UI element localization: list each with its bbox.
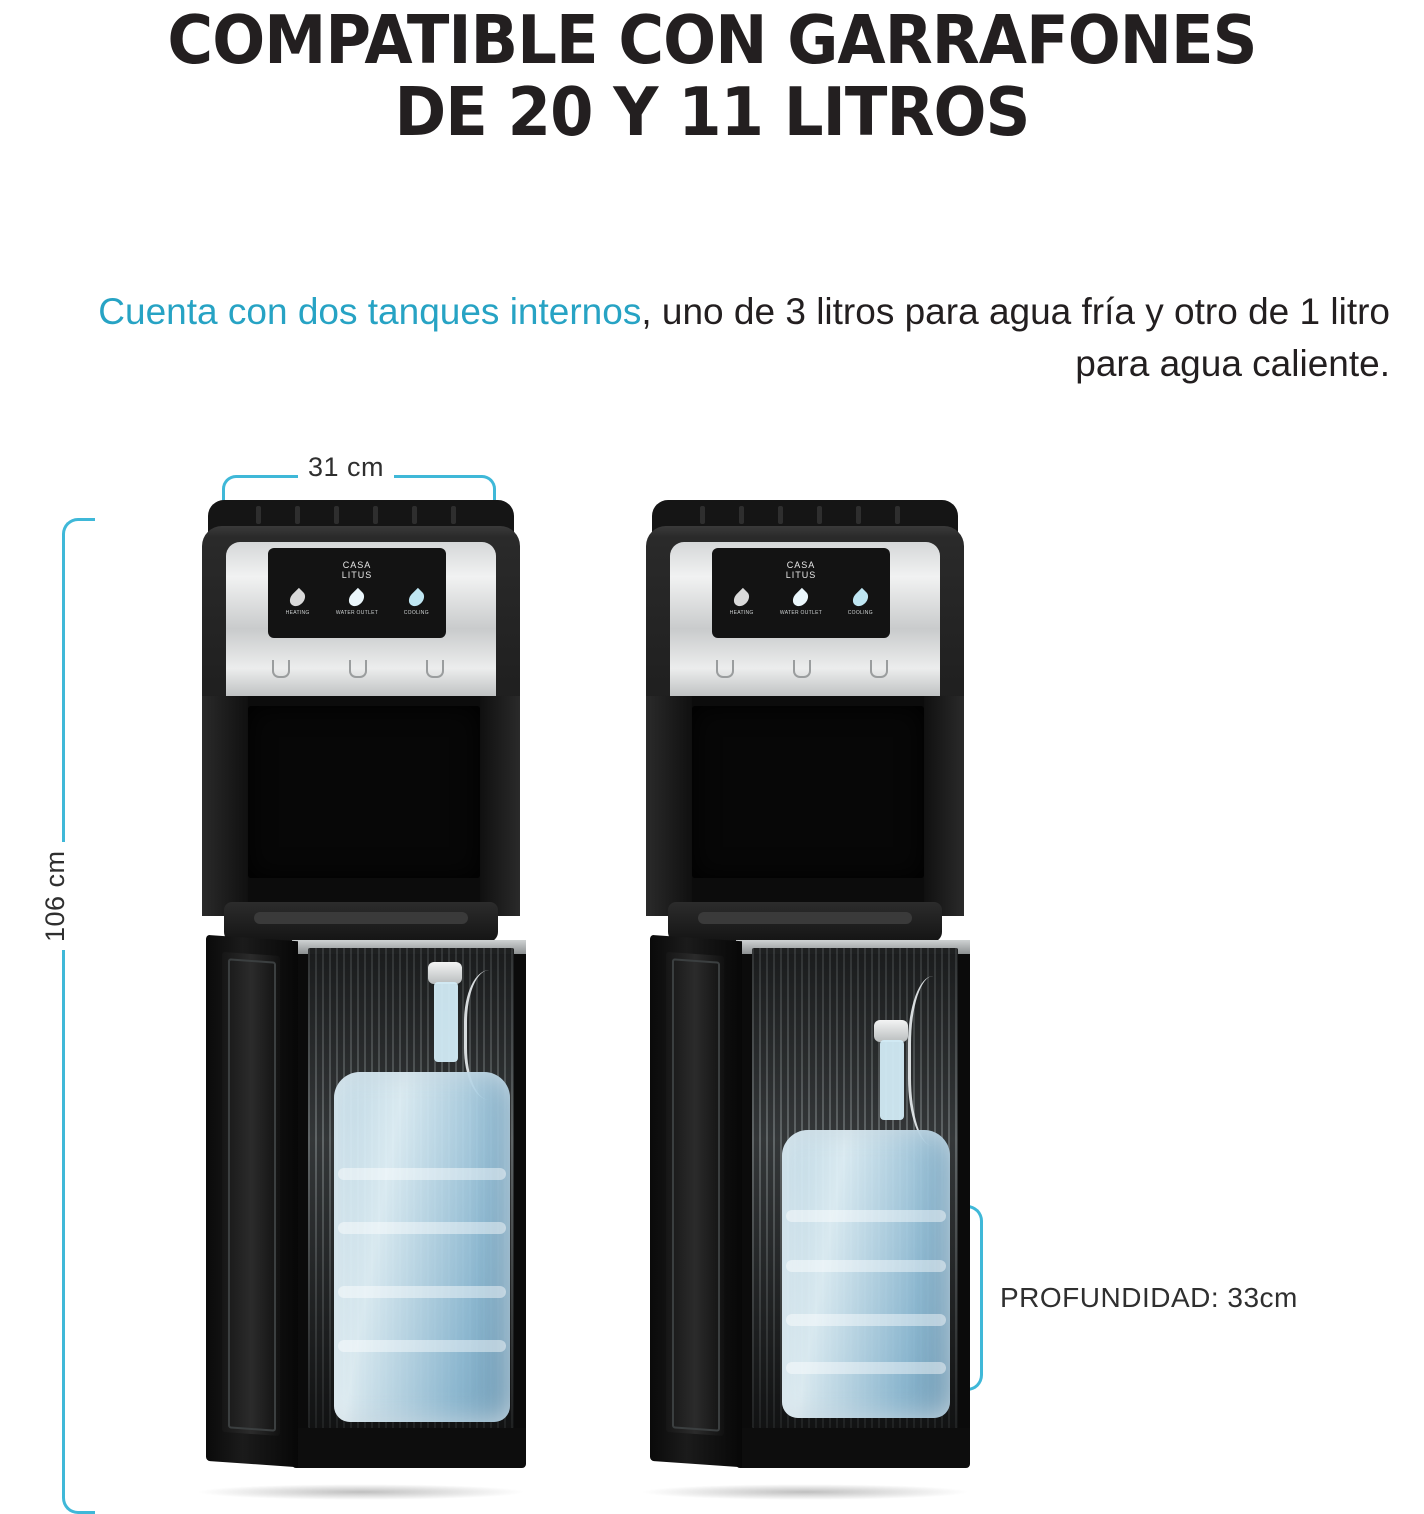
lower-cabinet: [196, 940, 526, 1500]
control-panel: [268, 548, 446, 638]
cavity-side-left: [202, 696, 248, 916]
button-heating[interactable]: [717, 590, 767, 616]
dispenser-silver-face: [226, 542, 496, 700]
water-dispenser-left: [196, 500, 526, 1500]
button-cooling-label: COOLING: [847, 610, 873, 616]
cavity-back-wall: [248, 706, 480, 878]
dispenser-head: [646, 526, 964, 716]
depth-dimension-label: PROFUNDIDAD: 33cm: [1000, 1282, 1298, 1313]
brand-logo: [712, 560, 890, 580]
water-drop-icon: [850, 588, 871, 609]
brand-logo: [268, 560, 446, 580]
tap-lever[interactable]: [793, 660, 811, 678]
button-water-outlet[interactable]: [776, 590, 826, 616]
button-water-outlet-label: WATER OUTLET: [335, 610, 379, 616]
water-bottle-20l: [334, 1072, 510, 1422]
cabinet-door-open[interactable]: [206, 935, 298, 1467]
cavity-side-left: [646, 696, 692, 916]
control-button-row: [268, 590, 446, 616]
cabinet-door-open[interactable]: [650, 935, 742, 1467]
cavity-side-right: [924, 696, 964, 916]
cabinet-bottom: [292, 1428, 526, 1468]
button-cooling-label: COOLING: [403, 610, 429, 616]
product-scene: [0, 430, 1424, 1500]
control-panel: [712, 548, 890, 638]
water-drop-icon: [731, 588, 752, 609]
floor-shadow: [640, 1484, 970, 1500]
lower-cabinet: [640, 940, 970, 1500]
dispensing-cavity: [646, 696, 964, 916]
button-heating[interactable]: [273, 590, 323, 616]
subcopy-accent: Cuenta con dos tanques internos: [98, 291, 642, 332]
height-dimension-bracket: [62, 518, 95, 1514]
tap-lever[interactable]: [272, 660, 290, 678]
button-heating-label: HEATING: [285, 610, 310, 616]
button-water-outlet-label: WATER OUTLET: [779, 610, 823, 616]
brand-line-1: CASA: [786, 560, 816, 570]
brand-line-1: CASA: [342, 560, 372, 570]
cabinet-bottom: [736, 1428, 970, 1468]
water-drop-icon: [287, 588, 308, 609]
tap-lever[interactable]: [716, 660, 734, 678]
width-dimension-label: 31 cm: [298, 452, 394, 483]
button-heating-label: HEATING: [729, 610, 754, 616]
floor-shadow: [196, 1484, 526, 1500]
subcopy-block: [40, 286, 1390, 390]
water-tube: [908, 976, 971, 1146]
bottle-cap-connector: [428, 962, 462, 984]
dispensing-cavity: [202, 696, 520, 916]
tap-lever[interactable]: [870, 660, 888, 678]
tap-lever[interactable]: [426, 660, 444, 678]
water-bottle-11l: [782, 1130, 950, 1418]
top-vent-slots: [256, 506, 456, 524]
tap-lever-row: [716, 660, 888, 678]
subcopy-rest: , uno de 3 litros para agua fría y otro de 1 litro para agua caliente.: [641, 291, 1390, 384]
button-water-outlet[interactable]: [332, 590, 382, 616]
drip-tray-grill: [254, 912, 468, 924]
cavity-side-right: [480, 696, 520, 916]
brand-line-2: LITUS: [785, 570, 817, 580]
bottle-neck: [434, 982, 458, 1062]
dispenser-head: [202, 526, 520, 716]
water-drop-icon: [790, 588, 811, 609]
drip-tray[interactable]: [668, 902, 942, 942]
tap-lever[interactable]: [349, 660, 367, 678]
door-seal: [228, 958, 276, 1431]
top-vent-slots: [700, 506, 900, 524]
tap-lever-row: [272, 660, 444, 678]
cavity-back-wall: [692, 706, 924, 878]
dispenser-silver-face: [670, 542, 940, 700]
headline-line-2: DE 20 Y 11 LITROS: [394, 73, 1030, 151]
button-cooling[interactable]: [391, 590, 441, 616]
bottle-cap-connector: [874, 1020, 908, 1042]
bottle-neck: [880, 1040, 904, 1120]
brand-line-2: LITUS: [341, 570, 373, 580]
water-drop-icon: [346, 588, 367, 609]
button-cooling[interactable]: [835, 590, 885, 616]
drip-tray-grill: [698, 912, 912, 924]
water-drop-icon: [406, 588, 427, 609]
water-dispenser-right: [640, 500, 970, 1500]
height-dimension-label: 106 cm: [36, 842, 75, 950]
headline-block: [0, 0, 1424, 151]
control-button-row: [712, 590, 890, 616]
headline-line-1: COMPATIBLE CON GARRAFONES: [167, 1, 1257, 79]
door-seal: [672, 958, 720, 1431]
drip-tray[interactable]: [224, 902, 498, 942]
